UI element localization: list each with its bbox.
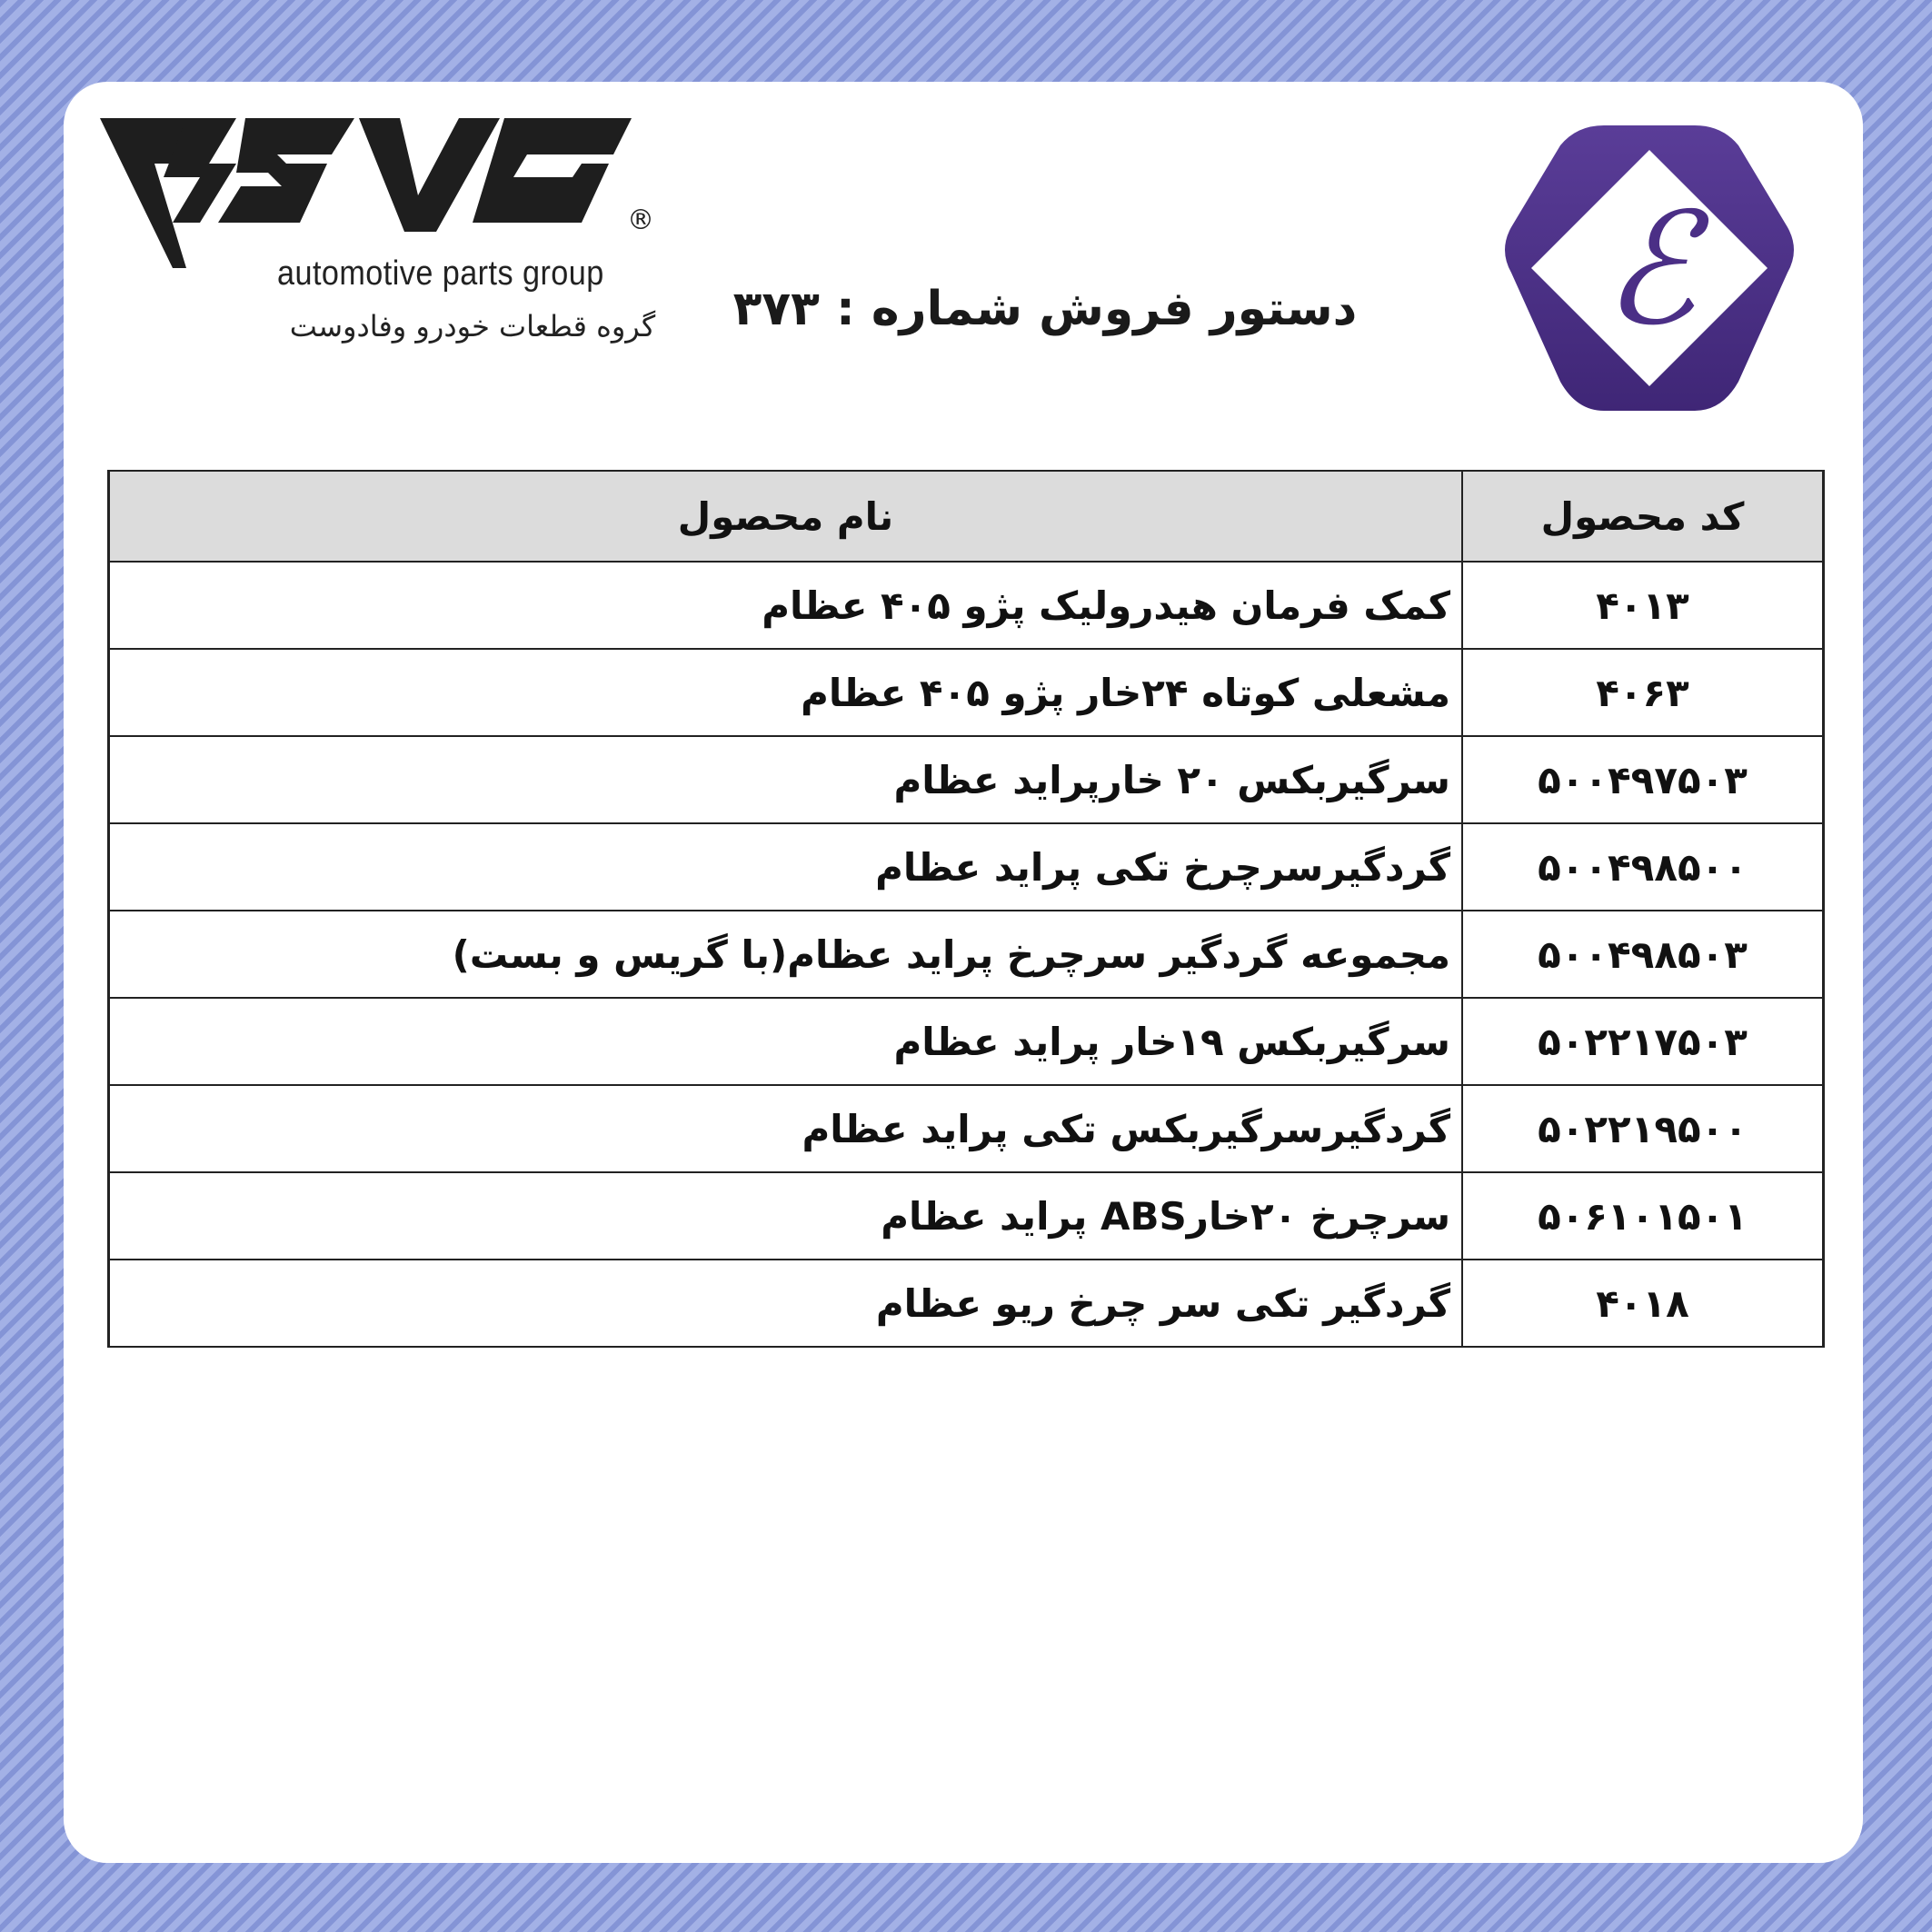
brand-name-en: automotive parts group <box>277 254 604 293</box>
product-code: ۵۰۶۱۰۱۵۰۱ <box>1462 1172 1824 1260</box>
table-row <box>109 911 1824 998</box>
product-code: ۵۰۰۴۹۸۵۰۳ <box>1462 911 1824 998</box>
product-name: سرچرخ ۲۰خارABS پراید عظام <box>109 1172 1463 1260</box>
product-name: مشعلی کوتاه ۲۴خار پژو ۴۰۵ عظام <box>109 649 1463 736</box>
table-row <box>109 649 1824 736</box>
page-title: دستور فروش شماره : ۳۷۳ <box>732 282 1358 336</box>
product-name: گردگیرسرگیربکس تکی پراید عظام <box>109 1085 1463 1172</box>
registered-mark: ® <box>627 204 654 236</box>
gsvg-logo-mark <box>100 109 663 273</box>
svg-text:ℰ: ℰ <box>1602 180 1697 360</box>
product-name: مجموعه گردگیر سرچرخ پراید عظام(با گریس و بست) <box>109 911 1463 998</box>
product-code: ۵۰۲۲۱۷۵۰۳ <box>1462 998 1824 1085</box>
gsvg-logo <box>100 109 663 363</box>
table-row <box>109 736 1824 823</box>
product-name: سرگیربکس ۱۹خار پراید عظام <box>109 998 1463 1085</box>
table-row <box>109 823 1824 911</box>
table-row <box>109 998 1824 1085</box>
table-row <box>109 1172 1824 1260</box>
header-product-name: نام محصول <box>109 471 1463 562</box>
products-table <box>107 470 1825 1348</box>
table-row <box>109 562 1824 649</box>
header-product-code: کد محصول <box>1462 471 1824 562</box>
table-row <box>109 1260 1824 1347</box>
product-code: ۵۰۰۴۹۸۵۰۰ <box>1462 823 1824 911</box>
product-code: ۵۰۰۴۹۷۵۰۳ <box>1462 736 1824 823</box>
product-code: ۴۰۱۸ <box>1462 1260 1824 1347</box>
table-row <box>109 1085 1824 1172</box>
product-name: گردگیر تکی سر چرخ ریو عظام <box>109 1260 1463 1347</box>
product-code: ۴۰۶۳ <box>1462 649 1824 736</box>
product-code: ۵۰۲۲۱۹۵۰۰ <box>1462 1085 1824 1172</box>
product-code: ۴۰۱۳ <box>1462 562 1824 649</box>
e-brand-logo <box>1495 118 1804 418</box>
product-name: کمک فرمان هیدرولیک پژو ۴۰۵ عظام <box>109 562 1463 649</box>
hexagon-e-icon <box>1495 118 1804 418</box>
product-name: سرگیربکس ۲۰ خارپراید عظام <box>109 736 1463 823</box>
product-name: گردگیرسرچرخ تکی پراید عظام <box>109 823 1463 911</box>
table-header-row <box>109 471 1824 562</box>
brand-name-fa: گروه قطعات خودرو وفادوست <box>289 309 656 344</box>
